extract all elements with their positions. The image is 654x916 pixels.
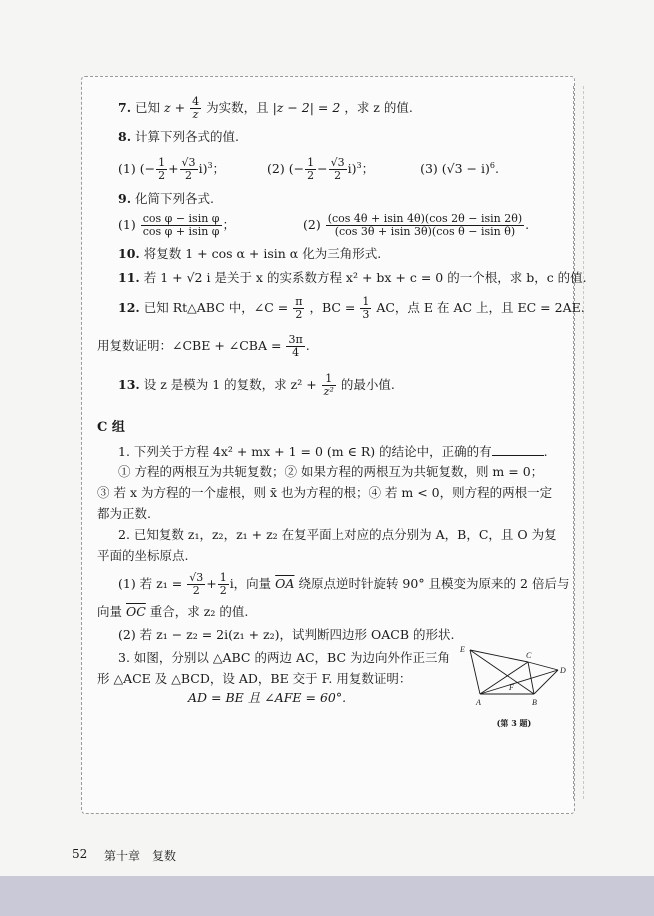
problem-text: 设 z 是模为 1 的复数，求 z² + bbox=[143, 377, 317, 392]
numerator: π bbox=[295, 295, 303, 308]
problem-text: 绕原点逆时针旋转 90° 且模变为原来的 2 倍后与 bbox=[298, 576, 570, 591]
math-sign: + bbox=[168, 161, 179, 176]
page-number: 52 bbox=[72, 847, 88, 861]
figure-caption: (第 3 题) bbox=[496, 718, 532, 728]
separator: ； bbox=[212, 161, 226, 176]
numerator: 1 bbox=[158, 156, 166, 169]
denominator: 2 bbox=[185, 169, 193, 182]
math-sign: − bbox=[317, 161, 328, 176]
problem-number: 13. bbox=[118, 377, 140, 392]
part-label: (1) bbox=[118, 161, 136, 176]
c-problem-2-line2: 平面的坐标原点. bbox=[97, 548, 189, 563]
numerator: 1 bbox=[362, 295, 370, 308]
fraction-4-over-z bbox=[190, 96, 201, 121]
chapter-title: 第十章 复数 bbox=[104, 849, 177, 863]
math-term: z + bbox=[164, 100, 186, 115]
edge-ac bbox=[480, 662, 528, 694]
fraction-1-2 bbox=[156, 157, 167, 182]
c-problem-2-part2: (2) 若 z₁ − z₂ = 2i(z₁ + z₂)，试判断四边形 OACB 的形状. bbox=[118, 627, 455, 642]
c-problem-1-line4: 都为正数. bbox=[97, 506, 151, 521]
c-problem-2-part1-line2 bbox=[97, 604, 248, 620]
denominator: cos φ + isin φ bbox=[142, 225, 220, 238]
fraction-pi-2 bbox=[293, 296, 304, 321]
problem-text: i，向量 bbox=[229, 576, 272, 591]
problem-12 bbox=[118, 296, 585, 321]
problem-text: 已知 Rt△ABC 中，∠C = bbox=[143, 300, 289, 315]
fraction-1-3 bbox=[360, 296, 371, 321]
math-sign: − bbox=[144, 161, 156, 176]
math-sign: + bbox=[206, 576, 217, 591]
c-problem-1-line3: ③ 若 x 为方程的一个虚根，则 x̄ 也为方程的根；④ 若 m < 0，则方程的两根一定 bbox=[97, 485, 553, 500]
c-problem-2: 2. 已知复数 z₁，z₂，z₁ + z₂ 在复平面上对应的点分别为 A，B，C，且 O 为复 bbox=[118, 527, 557, 542]
label-a: A bbox=[476, 698, 481, 707]
denominator: 2 bbox=[219, 584, 227, 597]
panel-edge bbox=[573, 86, 584, 799]
c-problem-1 bbox=[118, 444, 548, 460]
problem-text: 的最小值. bbox=[340, 377, 395, 392]
problem-number: 10. bbox=[118, 246, 140, 261]
exponent: 3 bbox=[356, 160, 362, 170]
part-label: (2) bbox=[302, 217, 321, 232]
label-c: C bbox=[526, 651, 532, 660]
math-expr: (√3 − i) bbox=[441, 161, 490, 176]
problem-text: 已知 bbox=[135, 100, 161, 115]
c-problem-1-line2: ① 方程的两根互为共轭复数；② 如果方程的两根互为共轭复数，则 m = 0； bbox=[118, 464, 544, 479]
fraction-1-zsq bbox=[322, 373, 336, 398]
numerator: 1 bbox=[307, 156, 315, 169]
part-label: (1) bbox=[118, 217, 136, 232]
problem-text: 将复数 1 + cos α + isin α 化为三角形式. bbox=[143, 246, 382, 261]
problem-10 bbox=[118, 246, 381, 262]
problem-8-parts: (1) (− $\frac{1}{2}$ + $\frac{√3}{2}$ i)$^3$； (2) (− $\frac{1}{2}$ − $\frac{√3}{2}$ i)$^3$； (3) $(√3 - i)^6$. bbox=[118, 156, 499, 182]
exponent: 3 bbox=[207, 160, 213, 170]
numerator: 1 bbox=[219, 571, 227, 584]
denominator: 2 bbox=[295, 308, 303, 321]
problem-text: ，求 z 的值. bbox=[344, 100, 413, 115]
footer-bar bbox=[0, 876, 654, 916]
edge-ea bbox=[470, 650, 480, 694]
problem-text: 为实数，且 bbox=[206, 100, 269, 115]
numerator: 4 bbox=[192, 95, 200, 108]
numerator: 3π bbox=[288, 333, 303, 346]
problem-text: (1) 若 z₁ = bbox=[118, 576, 183, 591]
label-e: E bbox=[460, 645, 465, 654]
part-label: (2) bbox=[267, 161, 285, 176]
label-b: B bbox=[532, 698, 537, 707]
problem-9-parts: (1) $\frac{\text{cos φ − isin φ}}{\text{cos φ + isin φ}}$ ； (2) $\frac{(\cos 4\theta + isin 4\theta)(\cos 2\theta - isin 2\theta)}{\text{(cos 3θ + isin 3θ)(cos θ − isin θ)}}$ . bbox=[118, 212, 530, 238]
fraction-sqrt3-2 bbox=[180, 157, 198, 182]
numerator: √3 bbox=[330, 156, 345, 169]
separator: ； bbox=[361, 161, 375, 176]
vector-oa: $\overline{OA}$ bbox=[275, 576, 295, 591]
c-problem-3-line3: AD = BE 且 ∠AFE = 60°. bbox=[188, 690, 347, 705]
problem-number: 9. bbox=[118, 191, 132, 206]
c-problem-3: 3. 如图，分别以 △ABC 的两边 AC，BC 为边向外作正三角 bbox=[118, 650, 450, 665]
problem-7 bbox=[118, 96, 413, 121]
numerator: 1 bbox=[322, 373, 336, 386]
part-label: (3) bbox=[420, 161, 438, 176]
problem-8 bbox=[118, 129, 239, 145]
imag-unit: i bbox=[347, 161, 352, 176]
section-c-title: C 组 bbox=[97, 420, 125, 435]
fraction-sqrt3-2 bbox=[187, 572, 205, 597]
problem-text: 若 1 + √2 i 是关于 x 的实系数方程 x² + bx + c = 0 的一个根，求 b，c 的值. bbox=[143, 270, 587, 285]
problem-9 bbox=[118, 191, 214, 207]
problem-text: 1. 下列关于方程 4x² + mx + 1 = 0 (m ∈ R) 的结论中，正确的有 bbox=[118, 444, 492, 459]
numerator: (cos 4θ + isin 4θ)(cos 2θ − isin 2θ) bbox=[327, 212, 523, 225]
c-problem-2-part1 bbox=[118, 572, 569, 597]
problem-text: 计算下列各式的值. bbox=[135, 129, 240, 144]
numerator: √3 bbox=[189, 571, 204, 584]
c-problem-3-line2: 形 △ACE 及 △BCD，设 AD，BE 交于 F. 用复数证明： bbox=[97, 671, 412, 686]
problem-11 bbox=[118, 270, 587, 286]
math-sign: − bbox=[293, 161, 305, 176]
denominator: 2 bbox=[158, 169, 166, 182]
fraction-cos-sin bbox=[141, 213, 222, 238]
problem-number: 7. bbox=[118, 100, 132, 115]
vector-oc: $\overline{OC}$ bbox=[126, 604, 146, 619]
denominator: 2 bbox=[307, 169, 315, 182]
denominator: 3 bbox=[362, 308, 370, 321]
problem-number: 11. bbox=[118, 270, 140, 285]
denominator: z bbox=[192, 108, 199, 121]
problem-text: . bbox=[543, 444, 548, 459]
denominator: 2 bbox=[192, 584, 200, 597]
label-f: F bbox=[509, 683, 514, 692]
fraction-trig-product bbox=[326, 213, 524, 238]
denominator: 4 bbox=[292, 346, 300, 359]
problem-number: 8. bbox=[118, 129, 132, 144]
denominator: 2 bbox=[334, 169, 342, 182]
denominator: z² bbox=[323, 385, 334, 398]
answer-blank bbox=[492, 455, 544, 456]
fraction-1-2 bbox=[218, 572, 229, 597]
exponent: 6 bbox=[489, 160, 495, 170]
fraction-sqrt3-2 bbox=[329, 157, 347, 182]
numerator: cos φ − isin φ bbox=[142, 212, 220, 225]
numerator: √3 bbox=[181, 156, 196, 169]
problem-text: 向量 bbox=[97, 604, 123, 619]
problem-13 bbox=[118, 373, 395, 398]
problem-text: ，BC = bbox=[309, 300, 356, 315]
problem-12-line2 bbox=[97, 334, 310, 359]
denominator: (cos 3θ + isin 3θ)(cos θ − isin θ) bbox=[334, 225, 516, 238]
imag-unit: i bbox=[198, 161, 203, 176]
fraction-1-2 bbox=[305, 157, 316, 182]
problem-text: AC，点 E 在 AC 上，且 EC = 2AE. bbox=[376, 300, 585, 315]
triangle-figure bbox=[458, 644, 568, 734]
fraction-3pi-4 bbox=[286, 334, 304, 359]
math-abs: |z − 2| = 2 bbox=[272, 100, 341, 115]
label-d: D bbox=[560, 666, 566, 675]
problem-text: 重合，求 z₂ 的值. bbox=[149, 604, 249, 619]
problem-text: 化简下列各式. bbox=[135, 191, 215, 206]
problem-number: 12. bbox=[118, 300, 140, 315]
problem-text: . bbox=[305, 338, 310, 353]
edge-cd bbox=[528, 662, 558, 670]
problem-text: 用复数证明：∠CBE + ∠CBA = bbox=[97, 338, 282, 353]
